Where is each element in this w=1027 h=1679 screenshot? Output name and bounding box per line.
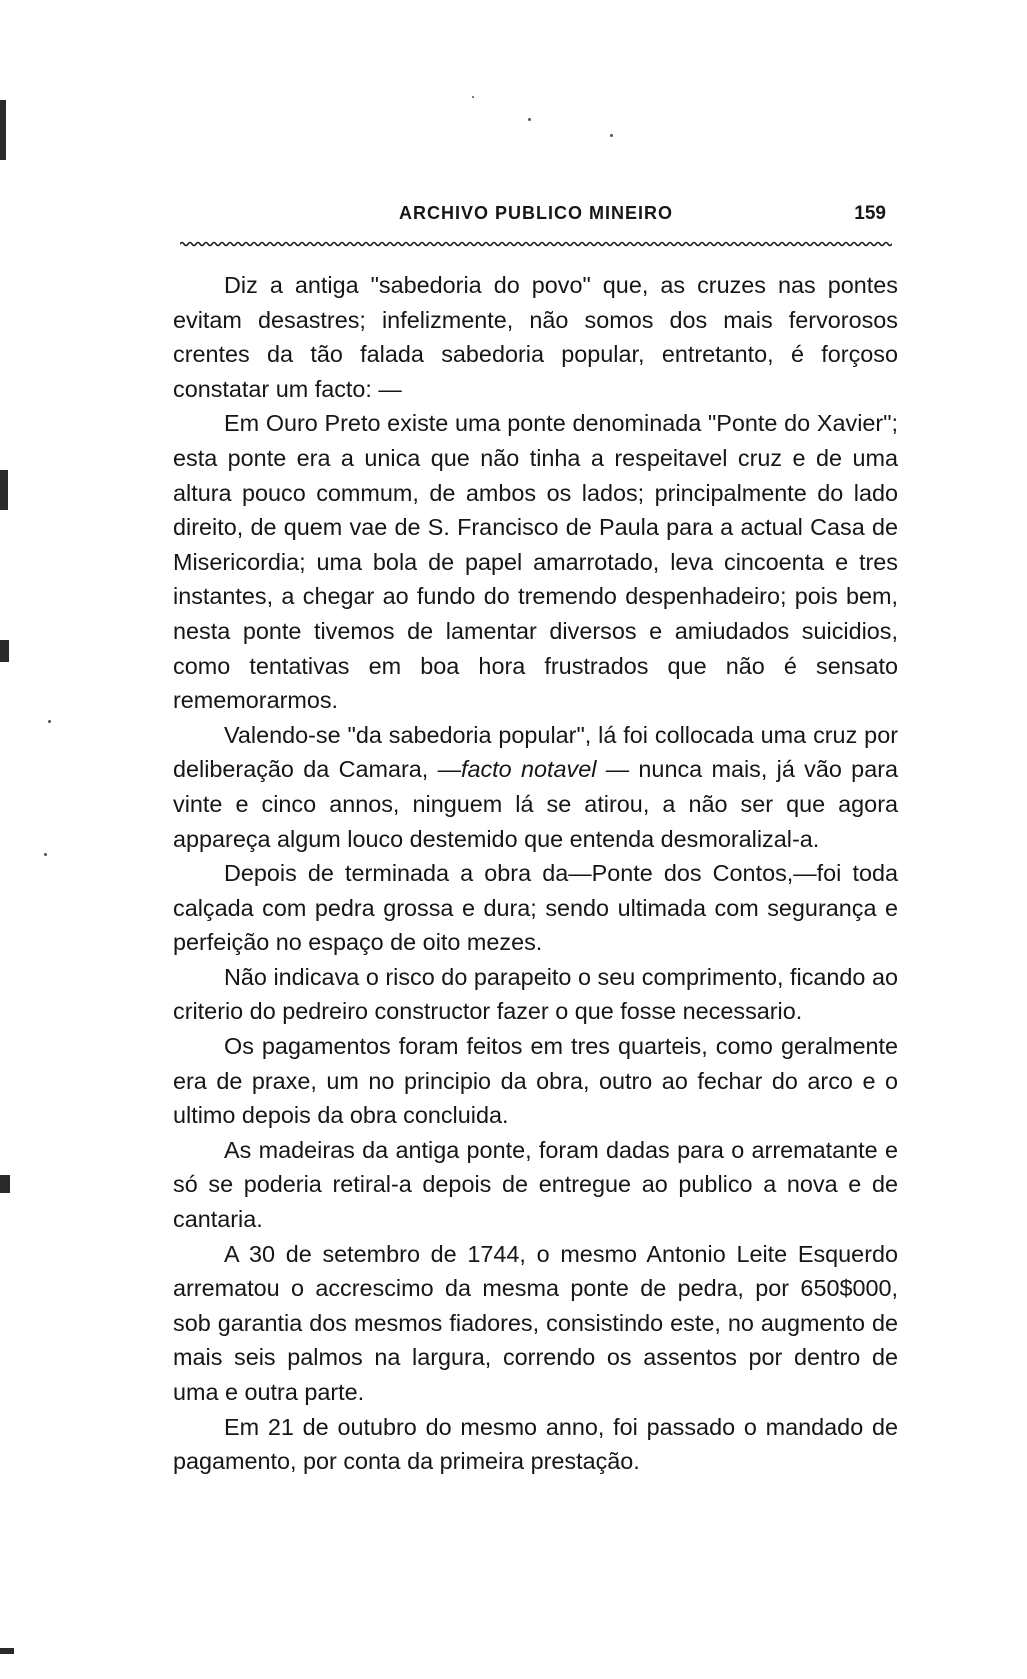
header-wavy-rule [180, 241, 892, 247]
paragraph: Os pagamentos foram feitos em tres quarteis, como geralmente era de praxe, um no principio da obra, outro ao fechar do arco e o ultimo depois da obra concluida. [173, 1033, 898, 1129]
scan-edge-mark [0, 470, 8, 510]
scan-edge-mark [0, 100, 6, 160]
paragraph [173, 718, 898, 856]
print-speck [528, 118, 531, 121]
print-speck [472, 96, 474, 98]
paragraph: Em Ouro Preto existe uma ponte denominada "Ponte do Xavier"; esta ponte era a unica que não tinha a respeitavel cruz e de uma altura pouco commum, de ambos os lados; principalmente do lado direito, de quem vae de S. Francisco de Paula para a actual Casa de Misericordia; uma bola de papel amarrotado, leva cincoenta e tres instantes, a chegar ao fundo do tremendo despenhadeiro; pois bem, nesta ponte tivemos de lamentar diversos e amiudados suicidios, como tentativas em boa hora frustrados que não é sensato rememorarmos. [173, 410, 898, 714]
print-speck [610, 134, 613, 137]
page-header [180, 203, 892, 237]
paragraph: A 30 de setembro de 1744, o mesmo Antonio Leite Esquerdo arrematou o accrescimo da mesma ponte de pedra, por 650$000, sob garantia dos mesmos fiadores, consistindo este, no augmento de mais seis palmos na largura, correndo os assentos por dentro de uma e outra parte. [173, 1240, 898, 1405]
scan-edge-mark [0, 1175, 10, 1193]
running-head: ARCHIVO PUBLICO MINEIRO [398, 203, 673, 223]
paragraph: Depois de terminada a obra da—Ponte dos Contos,—foi toda calçada com pedra grossa e dura; sendo ultimada com segurança e perfeição no espaço de oito mezes. [173, 860, 898, 956]
paragraph: As madeiras da antiga ponte, foram dadas para o arrematante e só se poderia retiral-a depois de entregue ao publico a nova e de cantaria. [173, 1136, 898, 1233]
page-number: 159 [854, 203, 886, 224]
scan-edge-mark [0, 640, 9, 662]
print-speck [48, 720, 51, 723]
paragraph: Em 21 de outubro do mesmo anno, foi passado o mandado de pagamento, por conta da primeira prestação. [173, 1413, 898, 1475]
paragraph-text: — nunca mais, já vão para vinte e cinco annos, ninguem lá se atirou, a não ser que agora appareça algum louco destemido que entenda desmoralizal-a. [173, 756, 898, 852]
paragraph-text: Valendo-se "da sabedoria popular", lá foi collocada uma cruz por deliberação da Camara, — [173, 721, 898, 783]
article-body [173, 268, 898, 1479]
paragraph: Não indicava o risco do parapeito o seu comprimento, ficando ao criterio do pedreiro constructor fazer o que fosse necessario. [173, 963, 898, 1025]
emphasized-phrase: facto notavel [460, 756, 597, 783]
print-speck [44, 853, 47, 856]
scan-edge-mark [0, 1648, 14, 1654]
paragraph: Diz a antiga "sabedoria do povo" que, as cruzes nas pontes evitam desastres; infelizmente, não somos dos mais fervorosos crentes da tão falada sabedoria popular, entretanto, é forçoso constatar um facto: — [173, 272, 898, 402]
